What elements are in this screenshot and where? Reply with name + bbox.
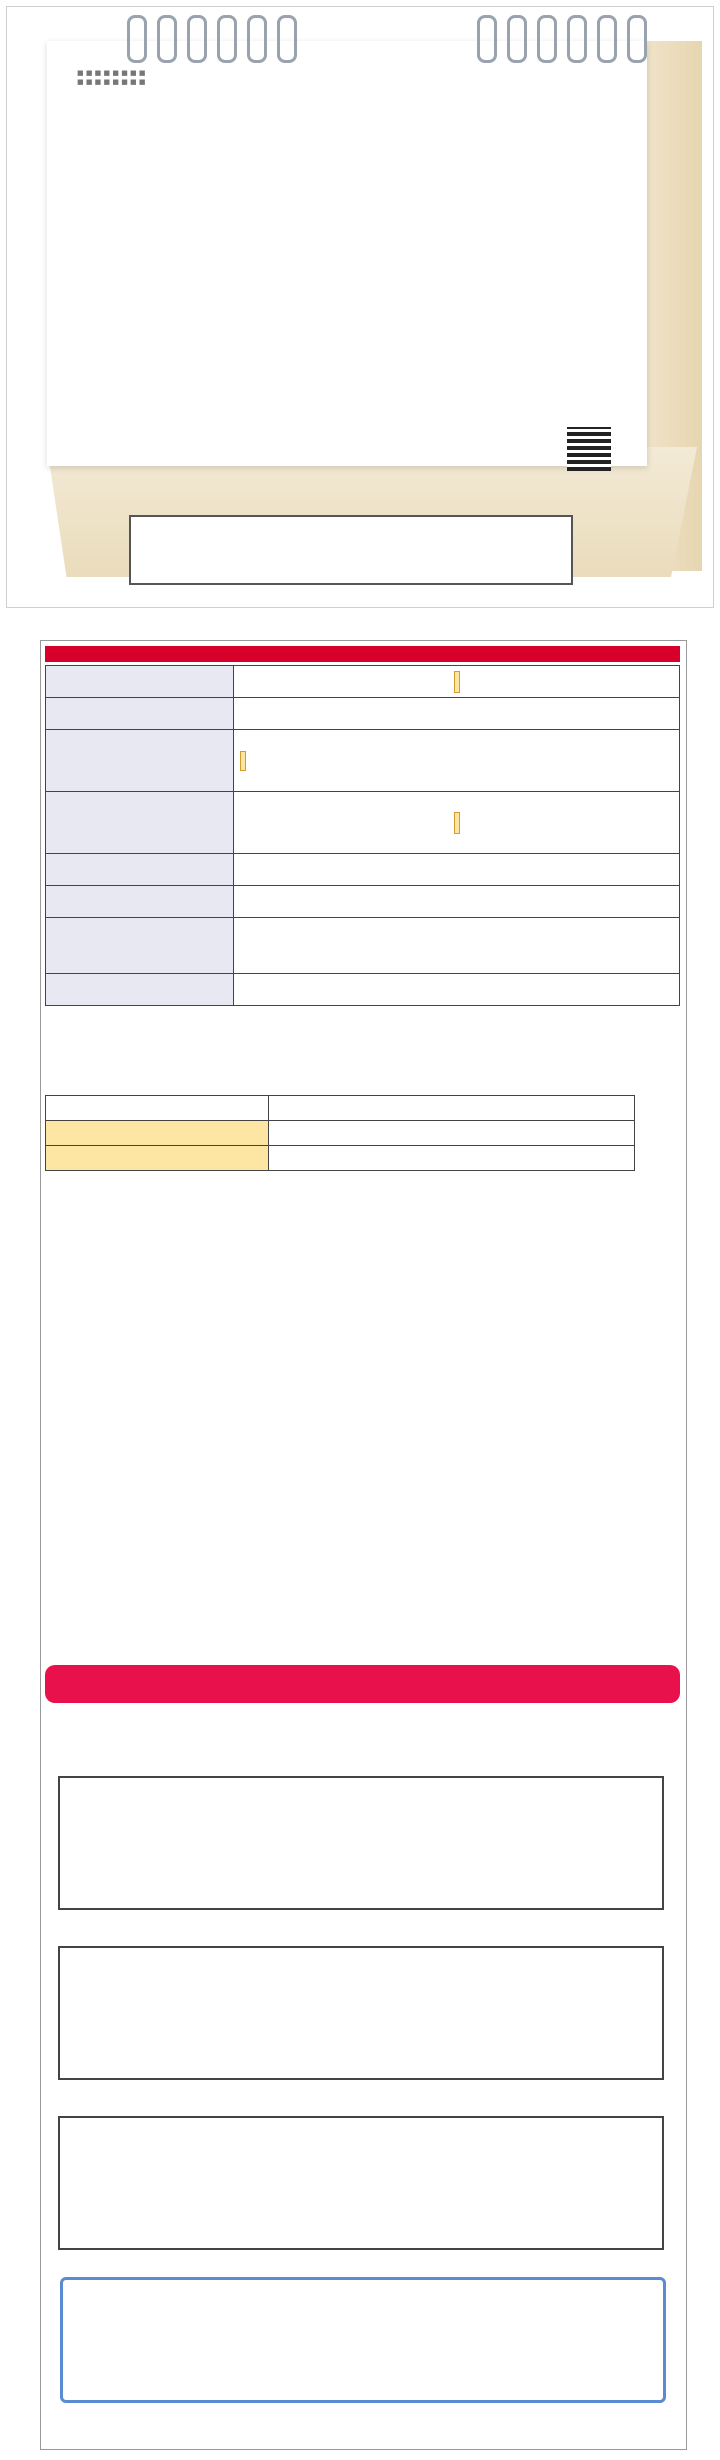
name-print-position-box	[129, 515, 573, 585]
spec-row-proof	[46, 974, 680, 1006]
surcharge-label	[46, 1121, 269, 1146]
logo-mark-badge	[454, 812, 460, 834]
spec-table	[45, 665, 680, 1006]
pastel-color-bar	[47, 495, 647, 505]
spec-row-fonts	[46, 792, 680, 854]
spec-row-delivery	[46, 918, 680, 974]
spec-value	[234, 974, 680, 1006]
font-sample-header	[45, 1665, 680, 1703]
spec-label	[46, 730, 234, 792]
calendar-small-note: ■ ■ ■ ■ ■ ■ ■ ■ ■ ■ ■ ■ ■ ■ ■ ■	[77, 69, 146, 86]
spec-row-base-fee	[46, 666, 680, 698]
surcharge-row-4lines	[46, 1121, 635, 1146]
logo-mark-badge	[240, 751, 246, 771]
spec-label	[46, 854, 234, 886]
spec-value	[234, 854, 680, 886]
spec-value	[454, 671, 460, 693]
spec-value	[234, 886, 680, 918]
spec-label	[46, 792, 234, 854]
product-photo	[6, 6, 714, 608]
sample-box-maru	[58, 2116, 664, 2250]
ring-binding-left	[127, 15, 297, 63]
delivery-note-box	[60, 2277, 666, 2403]
sample-box-kaku	[58, 1946, 664, 2080]
spec-label	[46, 918, 234, 974]
spec-row-space	[46, 886, 680, 918]
spec-row-min-order	[46, 698, 680, 730]
surcharge-table	[45, 1095, 635, 1171]
spec-row-print-color	[46, 854, 680, 886]
spec-row-manuscript	[46, 730, 680, 792]
qr-code	[567, 427, 611, 471]
spec-label	[46, 666, 234, 698]
spec-label	[46, 886, 234, 918]
spec-label	[46, 698, 234, 730]
sample-box-mincho	[58, 1776, 664, 1910]
calendar-page	[47, 41, 647, 466]
surcharge-row-qr	[46, 1146, 635, 1171]
surcharge-row-blank	[46, 1096, 635, 1121]
ring-binding-right	[477, 15, 647, 63]
spec-label	[46, 974, 234, 1006]
surcharge-label	[46, 1146, 269, 1171]
order-info-header	[45, 646, 680, 662]
